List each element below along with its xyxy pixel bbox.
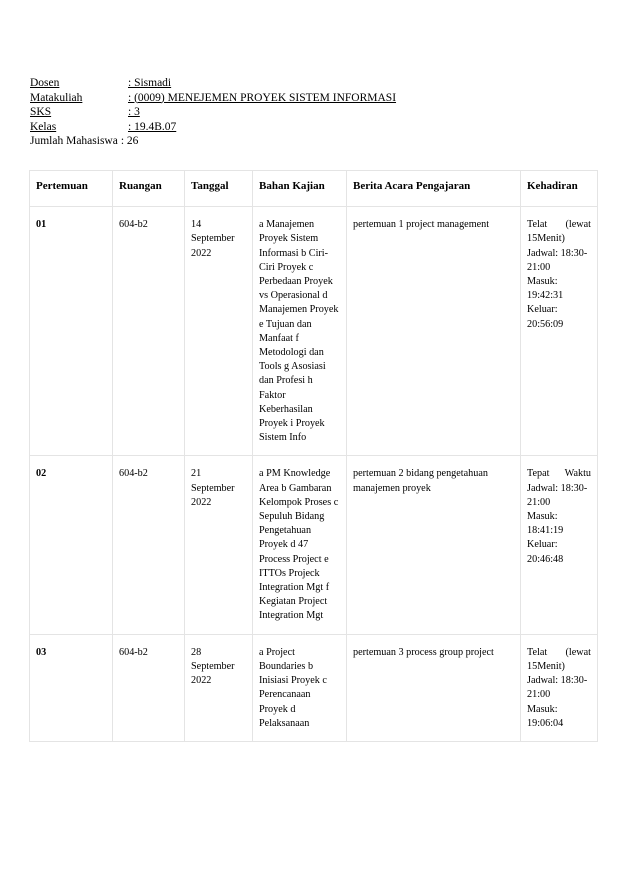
kehadiran-cell xyxy=(521,634,598,741)
header-bahan-kajian: Bahan Kajian xyxy=(253,171,347,207)
dosen-value: : Sismadi xyxy=(128,77,172,89)
course-info xyxy=(30,76,396,149)
status-line xyxy=(527,218,591,232)
masuk-text: Masuk: 19:06:04 xyxy=(527,703,564,729)
tanggal-cell: 21 September 2022 xyxy=(185,456,253,634)
table-row xyxy=(30,456,598,634)
jadwal-text: Jadwal: 18:30-21:00 xyxy=(527,675,588,701)
status-note: Waktu xyxy=(564,468,591,480)
sks-label: SKS xyxy=(30,106,52,119)
status-detail: 15Menit) xyxy=(527,233,565,245)
status-note: (lewat xyxy=(565,219,591,231)
status-line xyxy=(527,646,591,660)
matakuliah-value: : (0009) MENEJEMEN PROYEK SISTEM INFORMASI xyxy=(128,91,397,104)
masuk-text: Masuk: 19:42:31 xyxy=(527,276,564,302)
table-row xyxy=(30,634,598,741)
header-tanggal: Tanggal xyxy=(185,171,253,207)
info-row-jumlah xyxy=(30,134,396,149)
jumlah-mahasiswa-value: : 26 xyxy=(120,135,139,148)
kelas-value: : 19.4B.07 xyxy=(128,120,177,133)
status-note: (lewat xyxy=(565,646,591,658)
jumlah-mahasiswa-label: Jumlah Mahasiswa xyxy=(30,135,118,148)
keluar-text: Keluar: 20:46:48 xyxy=(527,539,564,565)
header-berita-acara: Berita Acara Pengajaran xyxy=(347,171,521,207)
status-detail: 15Menit) xyxy=(527,660,565,672)
bahan-kajian-cell: a Project Boundaries b Inisiasi Proyek c Perencanaan Proyek d Pelaksanaan xyxy=(253,634,347,741)
kehadiran-cell xyxy=(521,456,598,634)
bahan-kajian-cell: a PM Knowledge Area b Gambaran Kelompok Proses c Sepuluh Bidang Pengetahuan Proyek d 47 Process Project e ITTOs Projeck Integration Mgt f Kegiatan Project Integration Mgt xyxy=(253,456,347,634)
tanggal-cell: 14 September 2022 xyxy=(185,207,253,456)
kehadiran-cell xyxy=(521,207,598,456)
jadwal-text: Jadwal: 18:30-21:00 xyxy=(527,482,588,508)
header-kehadiran: Kehadiran xyxy=(521,171,598,207)
header-pertemuan: Pertemuan xyxy=(30,171,113,207)
sks-value: : 3 xyxy=(128,106,140,119)
dosen-label: Dosen xyxy=(30,77,60,89)
masuk-text: Masuk: 18:41:19 xyxy=(527,511,564,537)
info-row-dosen xyxy=(30,76,396,91)
tanggal-cell: 28 September 2022 xyxy=(185,634,253,741)
header-ruangan: Ruangan xyxy=(113,171,185,207)
keluar-text: Keluar: 20:56:09 xyxy=(527,304,564,330)
ruangan-cell: 604-b2 xyxy=(113,634,185,741)
info-row-sks xyxy=(30,105,396,120)
table-row xyxy=(30,207,598,456)
status-line xyxy=(527,467,591,481)
info-row-kelas xyxy=(30,120,396,135)
info-row-matakuliah xyxy=(30,91,396,106)
jadwal-text: Jadwal: 18:30-21:00 xyxy=(527,247,588,273)
status-label: Tepat xyxy=(527,468,550,480)
status-label: Telat xyxy=(527,646,548,658)
pertemuan-cell: 01 xyxy=(30,207,113,456)
matakuliah-label: Matakuliah xyxy=(30,91,83,104)
table-header-row xyxy=(30,171,598,207)
pertemuan-cell: 02 xyxy=(30,456,113,634)
ruangan-cell: 604-b2 xyxy=(113,207,185,456)
kelas-label: Kelas xyxy=(30,120,57,133)
pertemuan-cell: 03 xyxy=(30,634,113,741)
berita-acara-cell: pertemuan 2 bidang pengetahuan manajemen proyek xyxy=(347,456,521,634)
teaching-journal-table xyxy=(29,170,598,742)
bahan-kajian-cell: a Manajemen Proyek Sistem Informasi b Ciri-Ciri Proyek c Perbedaan Proyek vs Operasional d Manajemen Proyek e Tujuan dan Manfaat f Metodologi dan Tools g Asosiasi dan Profesi h Faktor Keberhasilan Proyek i Proyek Sistem Info xyxy=(253,207,347,456)
status-label: Telat xyxy=(527,219,548,231)
berita-acara-cell: pertemuan 1 project management xyxy=(347,207,521,456)
berita-acara-cell: pertemuan 3 process group project xyxy=(347,634,521,741)
ruangan-cell: 604-b2 xyxy=(113,456,185,634)
